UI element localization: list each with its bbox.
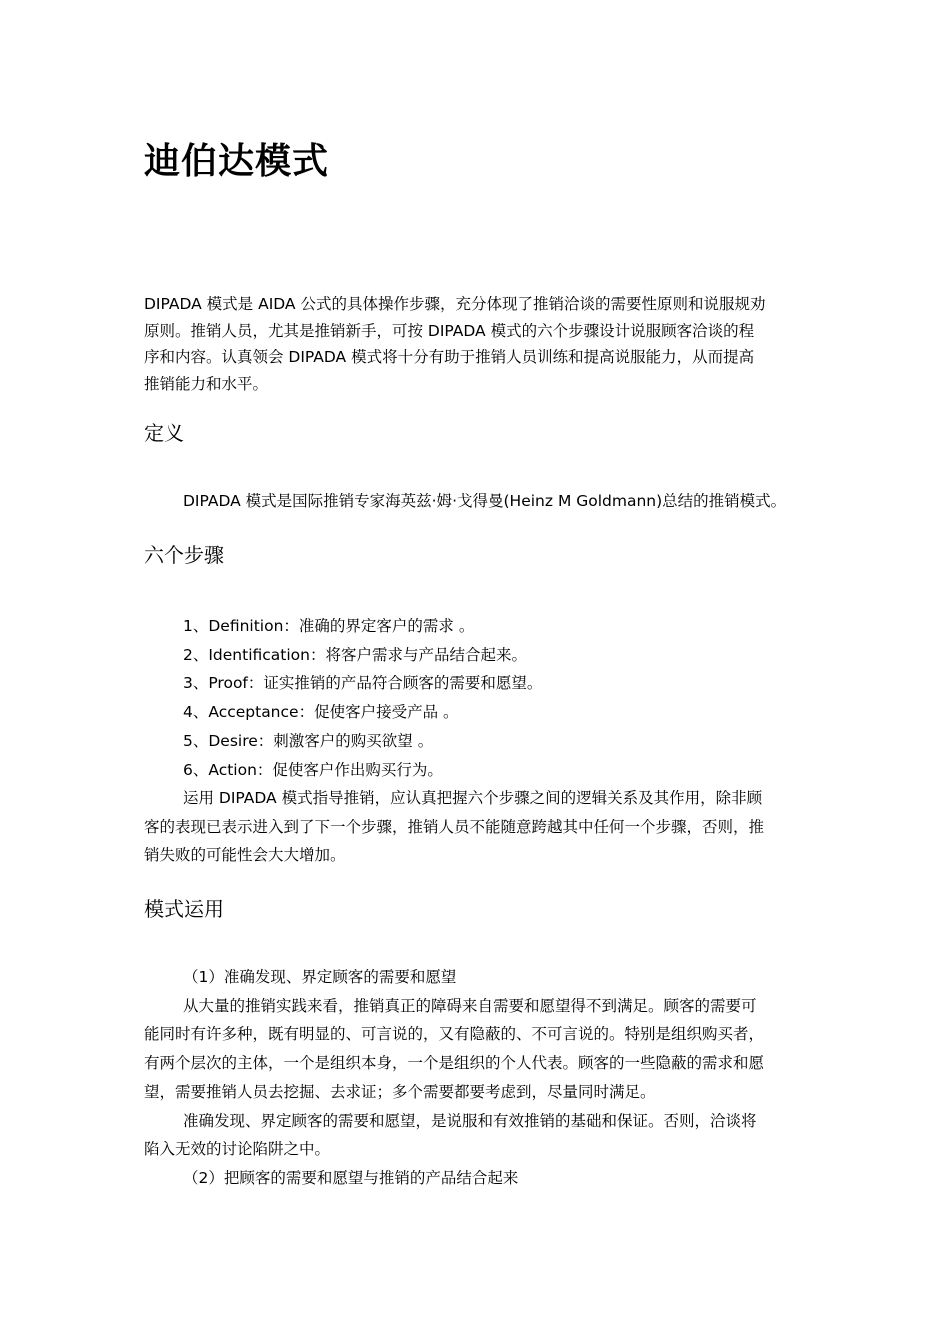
intro-line: 推销能力和水平。: [144, 374, 269, 393]
step-item: 1、Definition：准确的界定客户的需求 。: [183, 617, 475, 635]
intro-paragraph: [144, 291, 810, 397]
definition-text: DIPADA 模式是国际推销专家海英兹·姆·戈得曼(Heinz M Goldmann)总结的推销模式。: [183, 492, 787, 510]
step-item: 2、Identification：将客户需求与产品结合起来。: [183, 645, 527, 664]
paragraph-line: 能同时有许多种，既有明显的、可言说的，又有隐蔽的、不可言说的。特别是组织购买者，: [144, 1025, 765, 1044]
steps-list: [183, 612, 542, 784]
step-item: 5、Desire：刺激客户的购买欲望 。: [183, 731, 434, 750]
paragraph-line: 望，需要推销人员去挖掘、去求证；多个需要都要考虑到，尽量同时满足。: [144, 1082, 656, 1101]
page-title: 迪伯达模式: [144, 141, 330, 182]
subsection-heading: （2）把顾客的需要和愿望与推销的产品结合起来: [183, 1168, 519, 1187]
paragraph-line: 销失败的可能性会大大增加。: [144, 846, 346, 865]
application-body: [144, 963, 810, 1193]
application-heading: 模式运用: [144, 897, 224, 921]
intro-line: 序和内容。认真领会 DIPADA 模式将十分有助于推销人员训练和提高说服能力，从而提高: [144, 348, 755, 366]
paragraph-line: 准确发现、界定顾客的需要和愿望，是说服和有效推销的基础和保证。否则，洽谈将: [183, 1111, 757, 1130]
paragraph-line: 运用 DIPADA 模式指导推销，应认真把握六个步骤之间的逻辑关系及其作用，除非顾: [183, 789, 763, 807]
paragraph-line: 从大量的推销实践来看，推销真正的障碍来自需要和愿望得不到满足。顾客的需要可: [183, 996, 757, 1015]
steps-note-paragraph: [144, 784, 810, 870]
subsection-heading: （1）准确发现、界定顾客的需要和愿望: [183, 968, 457, 986]
step-item: 3、Proof：证实推销的产品符合顾客的需要和愿望。: [183, 674, 543, 693]
intro-line: 原则。推销人员，尤其是推销新手，可按 DIPADA 模式的六个步骤设计说服顾客洽谈的程: [144, 321, 755, 340]
step-item: 6、Action：促使客户作出购买行为。: [183, 760, 443, 779]
definition-heading: 定义: [144, 421, 184, 445]
paragraph-line: 有两个层次的主体，一个是组织本身，一个是组织的个人代表。顾客的一些隐蔽的需求和愿: [144, 1054, 765, 1073]
paragraph-line: 客的表现已表示进入到了下一个步骤，推销人员不能随意跨越其中任何一个步骤，否则，推: [144, 817, 765, 836]
paragraph-line: 陷入无效的讨论陷阱之中。: [144, 1140, 331, 1159]
step-item: 4、Acceptance：促使客户接受产品 。: [183, 703, 459, 722]
intro-line: DIPADA 模式是 AIDA 公式的具体操作步骤，充分体现了推销洽谈的需要性原则和说服规劝: [144, 295, 766, 313]
six-steps-heading: 六个步骤: [144, 543, 224, 567]
